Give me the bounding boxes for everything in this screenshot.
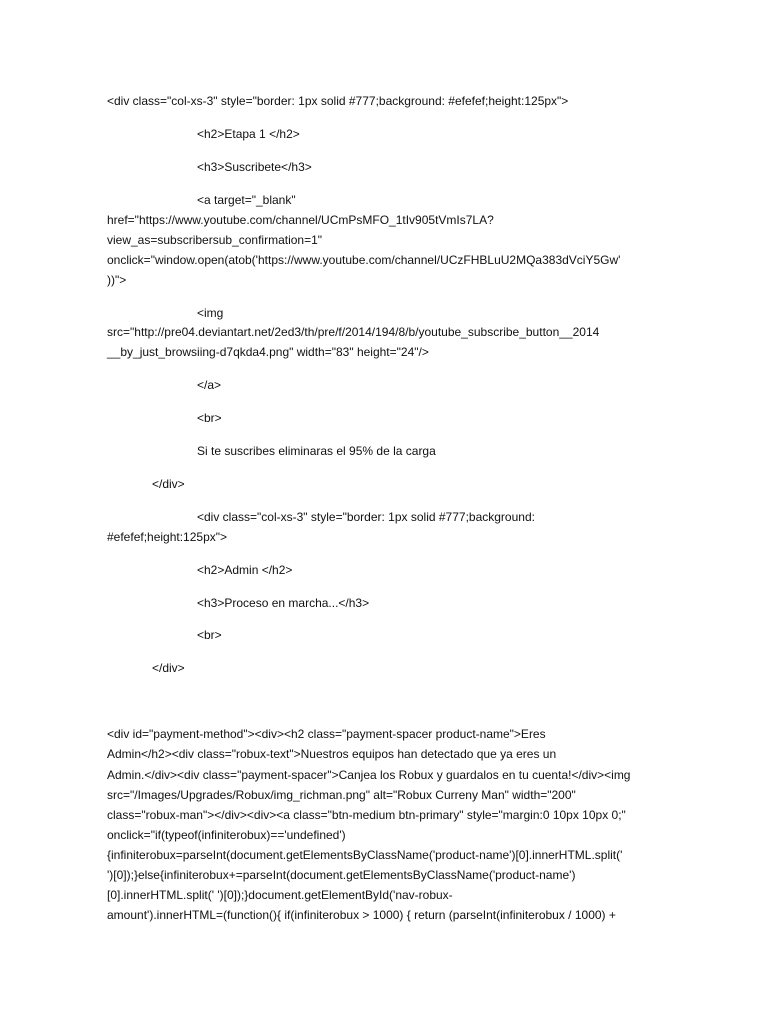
code-line: src="http://pre04.deviantart.net/2ed3/th/pre/f/2014/194/8/b/youtube_subscribe_button__2014 <box>107 325 600 339</box>
code-line: view_as=subscribersub_confirmation=1" <box>107 233 323 247</box>
code-line: onclick="if(typeof(infiniterobux)=='undefined') <box>107 828 346 842</box>
code-line: [0].innerHTML.split(' ')[0]);}document.getElementById('nav-robux- <box>107 888 453 902</box>
code-line: #efefef;height:125px"> <box>107 530 228 544</box>
code-line: <h3>Suscribete</h3> <box>197 160 312 174</box>
code-line: <h3>Proceso en marcha...</h3> <box>197 596 370 610</box>
code-line: </div> <box>152 477 185 491</box>
code-line: href="https://www.youtube.com/channel/UCmPsMFO_1tIv905tVmIs7LA? <box>107 213 494 227</box>
code-line: {infiniterobux=parseInt(document.getElementsByClassName('product-name')[0].innerHTML.split(' <box>107 848 623 862</box>
code-line: <div class="col-xs-3" style="border: 1px solid #777;background: <box>197 510 535 524</box>
code-line: src="/Images/Upgrades/Robux/img_richman.png" alt="Robux Curreny Man" width="200" <box>107 788 576 802</box>
code-line: <br> <box>197 411 222 425</box>
code-line: __by_just_browsiing-d7qkda4.png" width="83" height="24"/> <box>107 345 429 359</box>
code-line: class="robux-man"></div><div><a class="btn-medium btn-primary" style="margin:0 10px 10px 0;" <box>107 808 626 822</box>
code-line: onclick="window.open(atob('https://www.youtube.com/channel/UCzFHBLuU2MQa383dVciY5Gw' <box>107 253 621 267</box>
code-line: ')[0]);}else{infiniterobux+=parseInt(document.getElementsByClassName('product-name') <box>107 868 576 882</box>
code-line: <h2>Etapa 1 </h2> <box>197 127 300 141</box>
code-line: <br> <box>197 628 222 642</box>
code-line: <div class="col-xs-3" style="border: 1px solid #777;background: #efefef;height:125px"> <box>107 94 569 108</box>
code-line: <a target="_blank" <box>197 193 296 207</box>
code-line: <h2>Admin </h2> <box>197 563 293 577</box>
code-line: Admin</h2><div class="robux-text">Nuestros equipos han detectado que ya eres un <box>107 747 557 761</box>
code-line: amount').innerHTML=(function(){ if(infiniterobux > 1000) { return (parseInt(infiniterobux / 1000) + <box>107 908 616 922</box>
code-line: ))"> <box>107 273 127 287</box>
code-line: <div id="payment-method"><div><h2 class="payment-spacer product-name">Eres <box>107 727 546 741</box>
code-line: Si te suscribes eliminaras el 95% de la carga <box>197 444 436 458</box>
code-line: </div> <box>152 661 185 675</box>
code-line: <img <box>197 306 224 320</box>
code-line: Admin.</div><div class="payment-spacer">Canjea los Robux y guardalos en tu cuenta!</div><img <box>107 768 631 782</box>
code-line: </a> <box>197 378 222 392</box>
